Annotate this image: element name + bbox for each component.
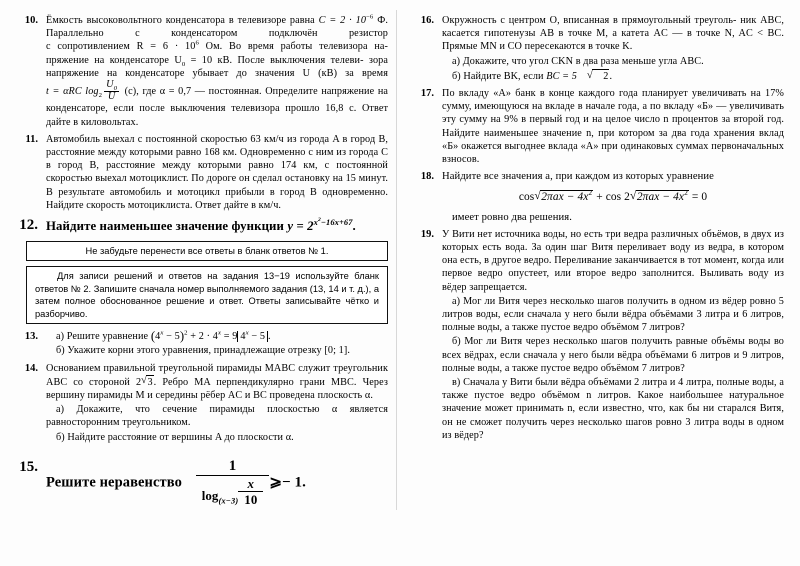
problem-18-text-post: имеет ровно два решения.	[452, 211, 572, 223]
problem-13-equation: $(4^x - 5)^2 + 2 \cdot 4^x = 9$ $4^x - 5$	[151, 331, 268, 342]
problem-15-inequality	[196, 458, 306, 508]
problem-19-part-b: б) Мог ли Витя через несколько шагов получить равные объёмы воды во всех вёдрах, если сначала у него были вёдра объёмами 6 литров и 9 литров, полные воды, а также пустое ведро объёмом 7 литров?	[442, 336, 784, 374]
problem-15-period: .	[302, 474, 307, 491]
problem-12-body	[46, 216, 388, 236]
problem-14-part-a: а) Докажите, что сечение пирамиды плоскостью α является равносторонним треугольником.	[46, 404, 388, 429]
problem-12	[8, 216, 388, 236]
problem-15-body	[46, 458, 388, 508]
problem-17-number: 17.	[420, 88, 434, 100]
right-column	[404, 0, 784, 446]
problem-18-number: 18.	[420, 171, 434, 183]
problem-14-part-b: б) Найдите расстояние от вершины A до плоскости α.	[56, 431, 294, 443]
problem-13-part-a-label: а) Решите уравнение	[56, 331, 149, 343]
column-divider	[396, 10, 397, 510]
absolute-value: $4^x - 5$	[237, 331, 268, 342]
problem-18-equation	[442, 190, 784, 204]
problem-10-line8: прошло 16,8 с. Ответ дайте в киловольтах.	[46, 103, 388, 128]
problem-13	[8, 330, 388, 357]
problem-19-part-a: а) Мог ли Витя через несколько шагов получить в одном из вёдер ровно 5 литров воды, если сначала у него были вёдра объёмами 3 литра и 6 литров, полные воды, а также пустое ведро объёмом 7 литров?	[442, 295, 784, 334]
fraction-denominator: $\log_{(x-3)}$ $\frac{x}{10}$	[196, 475, 270, 508]
plus-sign: +	[596, 191, 603, 204]
problem-10-body	[46, 14, 388, 129]
problem-16-part-b-equation: BC = 5 √ 2	[546, 71, 609, 82]
cos-2: cos 2	[605, 191, 630, 204]
problem-12-period: .	[352, 219, 356, 234]
problem-12-number: 12.	[19, 217, 38, 234]
sqrt-icon-2	[630, 190, 689, 204]
problem-15-rhs: − 1	[282, 474, 303, 491]
radicand-1: $2\pi ax - 4x^2$	[541, 188, 593, 204]
problem-16-line2: ник ABC, касается гипотенузы AB в точке M, а катета AC — в	[442, 15, 784, 40]
problem-10-formula: t = αRC $\log_2$ $\frac{U_0}{U}$	[46, 79, 118, 102]
problem-13-number: 13.	[24, 331, 38, 343]
problem-16-part-a: а) Докажите, что угол CKN в два раза меньше угла ABC.	[452, 55, 704, 67]
notice-box-answers-form-2	[26, 266, 388, 324]
fraction-denominator: U	[104, 91, 119, 103]
problem-14-body	[46, 362, 388, 444]
problem-12-text: Найдите наименьшее значение функции	[46, 219, 285, 234]
problem-14-number: 14.	[24, 362, 38, 374]
problem-17	[404, 87, 784, 166]
problem-16-period: .	[609, 70, 613, 82]
problem-13-part-b: б) Укажите корни этого уравнения, принадлежащие отрезку [0; 1].	[56, 345, 350, 357]
problem-17-body: По вкладу «А» банк в конце каждого года планирует увеличивать на 17% сумму, имеющуюся на вкладе в начале года, а по вкладу «Б» — увеличивать эту сумму на 9% в первый год и на целое число n процентов за второй год. Найдите наименьшее значение n, при котором за два года хранения вклад «Б» окажется выгоднее вклада «А» при одинаковых суммах первоначальных взносов.	[442, 88, 784, 166]
problem-10-line7: напряжение на конденсаторе, если после выключения телевизора	[46, 86, 388, 115]
problem-10-line2: Ф. Параллельно с конденсатором подключён резистор	[46, 15, 388, 40]
problem-15-relation: ⩾	[269, 474, 283, 491]
problem-16-line3: точке N, AC < BC. Прямые MN и CO пересекаются в точке K.	[442, 28, 784, 53]
problem-11-body: Автомобиль выехал с постоянной скоростью 63 км/ч из города A в город B, расстояние между которыми равно 168 км. Одновременно с ним из города C в город B, расстояние между которыми равно 174 км, с постоянной скоростью выехал мотоциклист. По дороге он сделал остановку на 15 минут. В результате автомобиль и мотоцикл прибыли в город B одновременно. Найдите скорость мотоциклиста. Ответ дайте в км/ч.	[46, 133, 388, 211]
problem-19	[404, 228, 784, 442]
log-argument-fraction: $\frac{x}{10}$	[238, 478, 263, 508]
problem-15-text: Решите неравенство	[46, 474, 182, 490]
sqrt-icon: √ 2	[577, 69, 610, 83]
sqrt-icon-1	[534, 190, 593, 204]
problem-10-capacitance: $C = 2 \cdot 10^{-6}$	[318, 13, 374, 26]
problem-16-part-b-label: б) Найдите BK, если	[452, 70, 544, 82]
left-column	[8, 0, 388, 512]
problem-14-line2-post: . Ребро MA перпендикулярно	[153, 376, 294, 388]
problem-14-line3: грани MBC. Через вершину пирамиды M и середины рёбер AC и	[46, 376, 388, 401]
problem-18-body	[442, 170, 784, 224]
problem-12-exponent: x2−16x+67	[313, 216, 353, 227]
problem-10-line3: Ом. Во время работы телевизора на-	[205, 41, 388, 53]
equals-zero: = 0	[691, 191, 708, 204]
cos-1: cos	[518, 191, 535, 204]
problem-14-line4: BC проведена плоскость α.	[253, 389, 373, 401]
sqrt-icon: √ 3	[141, 375, 154, 389]
problem-13-body	[46, 330, 388, 357]
problem-19-part-v: в) Сначала у Вити были вёдра объёмами 2 литра и 4 литра, полные воды, а также пустое ведро объёмом n литров. Какое наибольшее натуральное значение может принимать n, если известно, что, как бы ни старался Витя, он не сможет получить через несколько шагов ровно 3 литра воды в одном из вёдер?	[442, 377, 784, 441]
problem-16	[404, 14, 784, 83]
problem-15-number: 15.	[19, 458, 38, 475]
problem-11-number: 11.	[25, 133, 38, 145]
problem-16-body	[442, 14, 784, 83]
problem-12-formula: $y = 2^{x^2-16x+67}$	[287, 216, 353, 234]
problem-18	[404, 170, 784, 224]
problem-10	[8, 14, 388, 129]
problem-19-body	[442, 228, 784, 442]
problem-13-period: .	[268, 331, 271, 343]
notice-box-2-text: Для записи решений и ответов на задания 13−19 используйте бланк ответов № 2. Запишите сначала номер выполняемого задания (13, 14 и т. д.), а затем полное обоснованное решение и ответ. Ответы записывайте чётко и разборчиво.	[35, 271, 379, 319]
problem-18-text: Найдите все значения a, при каждом из которых уравнение	[442, 171, 714, 183]
problem-15-fraction	[196, 458, 270, 508]
problem-10-line5: зора напряжение на конденсаторе убывает до значения U (кВ) за	[46, 54, 388, 79]
notice-box-answers-form-1	[26, 241, 388, 261]
problem-14	[8, 362, 388, 444]
problem-16-number: 16.	[420, 15, 434, 26]
problem-10-line6-post: (с), где α = 0,7 — постоянная. Определите	[124, 86, 318, 98]
fraction-numerator: $U_0$	[106, 79, 118, 93]
notice-box-1-text: Не забудьте перенести все ответы в бланк ответов № 1.	[85, 246, 329, 257]
problem-10-line4: = 10 кВ. После выключения телеви-	[185, 54, 364, 66]
problem-10-line1: Ёмкость высоковольтного конденсатора в телевизоре равна	[46, 15, 315, 26]
problem-16-part-b	[442, 69, 784, 83]
fraction-numerator: 1	[228, 457, 237, 474]
problem-10-line6-pre: время	[361, 67, 388, 79]
problem-14-line1: Основанием правильной треугольной пирамиды MABC служит	[46, 362, 331, 374]
problem-11	[8, 133, 388, 212]
problem-10-number: 10.	[24, 15, 38, 26]
problem-10-resistance: с сопротивлением $R = 6 \cdot 10^6$	[46, 40, 199, 53]
problem-10-fraction	[104, 80, 119, 102]
radicand-2: $2\pi ax - 4x^2$	[636, 188, 688, 204]
problem-19-intro: У Вити нет источника воды, но есть три ведра различных объёмов, в двух из которых есть вода. За один шаг Витя переливает воду из ведра, в котором она есть, в другое ведро. Переливание заканчивается в тот момент, когда или первое ведро опустеет, или второе ведро заполнится. Выливать воду из вёдер запрещается.	[442, 228, 784, 293]
problem-19-number: 19.	[420, 228, 434, 240]
problem-14-line2-pre: треугольник ABC со стороной 2	[46, 362, 388, 388]
problem-15	[8, 458, 388, 508]
problem-16-line1: Окружность с центром O, вписанная в прямоугольный треуголь-	[442, 15, 737, 26]
problem-10-u0: пряжение на конденсаторе $U_0$	[46, 54, 186, 68]
